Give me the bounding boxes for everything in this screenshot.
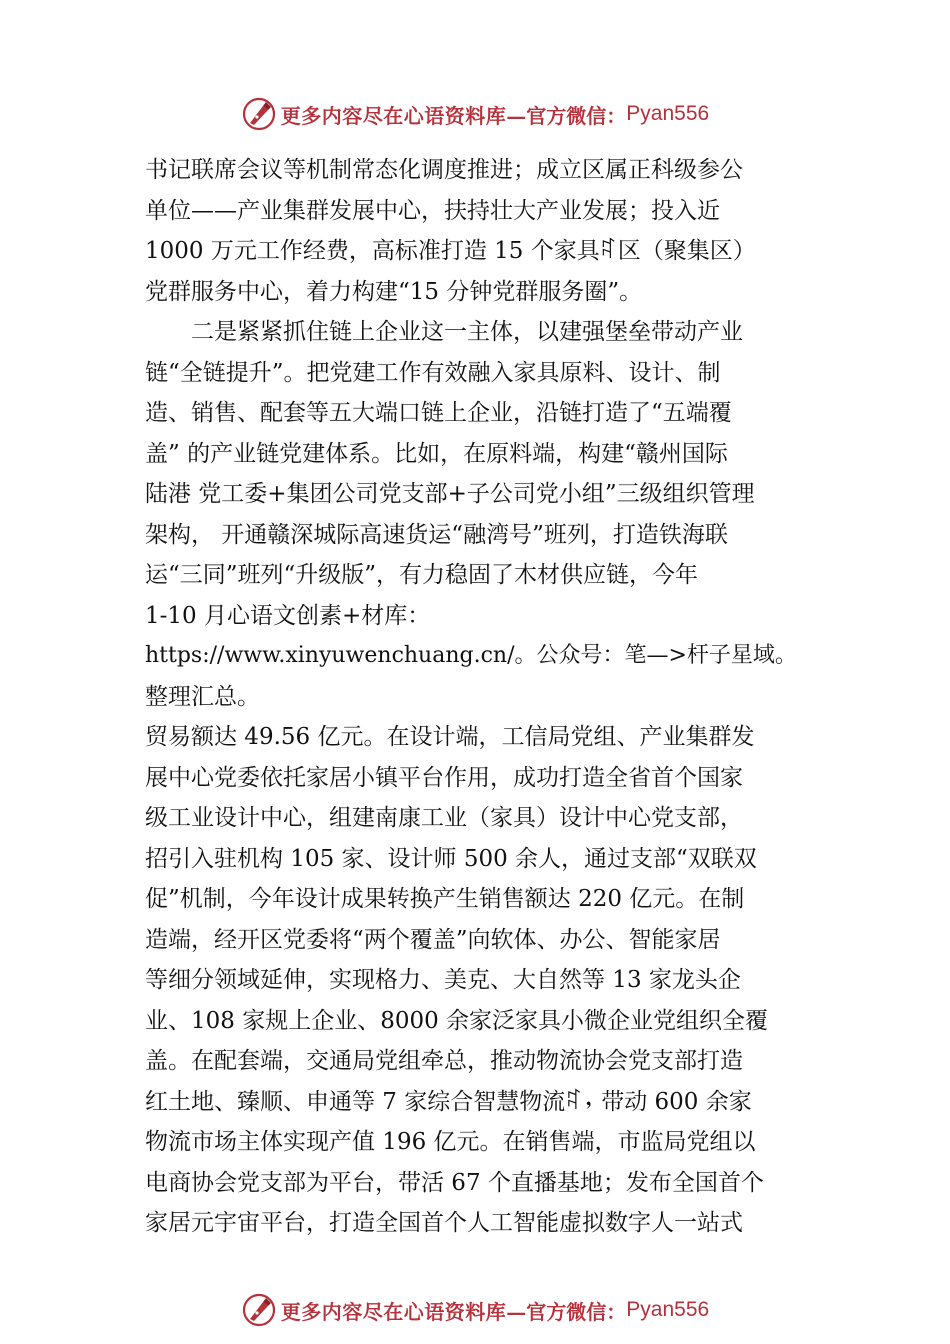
text-line: 促”机制，今年设计成果转换产生销售额达 220 亿元。在制 (145, 886, 745, 912)
header-banner (0, 94, 950, 134)
text-line: 二是紧紧抓住链上企业这一主体，以建强堡垒带动产业 (191, 319, 743, 345)
text-line: 业、108 家规上企业、8000 余家泛家具小微企业党组织全覆 (145, 1007, 769, 1034)
document-body (145, 150, 835, 1244)
text-line: 红土地、臻顺、申通等 7 家综合智慧物流ꉜ，带动 600 余家 (145, 1088, 752, 1115)
text-line: 运“三同”班列“升级版”，有力稳固了木材供应链，今年 (145, 562, 699, 588)
banner-title: 更多内容尽在心语资料库 (280, 1299, 507, 1324)
banner-wechat-handle: Pyan556 (626, 102, 710, 125)
text-line: 级工业设计中心，组建南康工业（家具）设计中心党支部， (145, 805, 743, 831)
text-line: 电商协会党支部为平台，带活 67 个直播基地；发布全国首个 (145, 1169, 764, 1196)
text-line: 盖” 的产业链党建体系。比如，在原料端，构建“赣州国际 (145, 440, 728, 467)
paragraph-1 (145, 150, 835, 312)
text-line: 招引入驻机构 105 家、设计师 500 余人，通过支部“双联双 (145, 845, 757, 872)
paragraph-2 (145, 312, 835, 636)
text-line: 物流市场主体实现产值 196 亿元。在销售端，市监局党组以 (145, 1129, 756, 1155)
pen-nib-logo-icon (241, 1292, 277, 1328)
banner-title: 更多内容尽在心语资料库 (280, 103, 507, 128)
text-line: 链“全链提升”。把党建工作有效融入家具原料、设计、制 (145, 359, 721, 386)
text-line: 1-10 月心语文创素+材库： (145, 602, 431, 629)
text-line: 陆港 党工委+集团公司党支部+子公司党小组”三级组织管理 (145, 481, 755, 507)
text-line: 党群服务中心，着力构建“15 分钟党群服务圈”。 (145, 278, 643, 305)
banner-separator: —官方微信： (506, 103, 627, 128)
text-line: 等细分领域延伸，实现格力、美克、大自然等 13 家龙头企 (145, 967, 741, 993)
text-line: 贸易额达 49.56 亿元。在设计端，工信局党组、产业集群发 (145, 724, 755, 750)
banner-wechat-handle: Pyan556 (626, 1298, 710, 1321)
text-line: 1000 万元工作经费，高标准打造 15 个家具ꉜ区（聚集区） (145, 238, 756, 264)
text-line: 单位——产业集群发展中心，扶持壮大产业发展；投入近 (145, 197, 720, 224)
text-line: 盖。在配套端，交通局党组牵总，推动物流协会党支部打造 (145, 1048, 743, 1074)
text-line: 架构， 开通赣深城际高速货运“融湾号”班列，打造铁海联 (145, 521, 728, 548)
website-url-line[interactable]: https://www.xinyuwenchuang.cn/。公众号：笔—>杆子星域。 (145, 643, 797, 668)
banner-separator: —官方微信： (506, 1299, 627, 1324)
paragraph-url (145, 636, 835, 717)
pen-nib-logo-icon (241, 96, 277, 132)
text-line: 整理汇总。 (145, 683, 260, 710)
footer-banner (0, 1290, 950, 1330)
paragraph-3 (145, 717, 835, 1244)
text-line: 造、销售、配套等五大端口链上企业，沿链打造了“五端覆 (145, 400, 732, 426)
text-line: 家居元宇宙平台，打造全国首个人工智能虚拟数字人一站式 (145, 1210, 743, 1236)
text-line: 造端，经开区党委将“两个覆盖”向软体、办公、智能家居 (145, 926, 721, 953)
text-line: 展中心党委依托家居小镇平台作用，成功打造全省首个国家 (145, 764, 743, 791)
text-line: 书记联席会议等机制常态化调度推进；成立区属正科级参公 (145, 157, 743, 183)
